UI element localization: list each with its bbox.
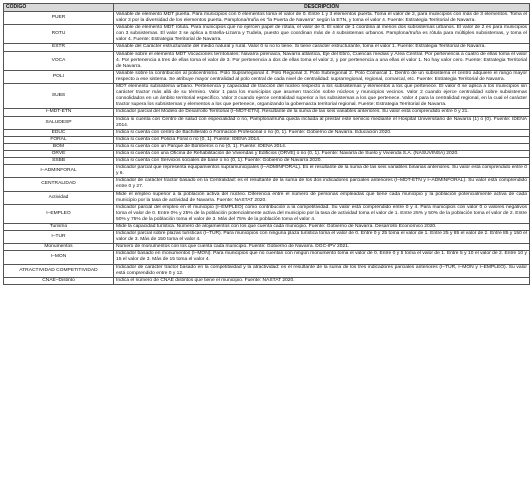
- row-description: Indicador de carácter tractor basado en la Centralidad: es el resultante de la suma de los dos indicadores parciales anteriores (I–MDT-ETN y I–ADMINFORAL). Su valor está comprendido entre 0 y 27.: [114, 178, 530, 191]
- table-row: [4, 165, 530, 178]
- table-row: [4, 251, 530, 264]
- row-code: SSBB: [4, 158, 114, 165]
- table-row: [4, 44, 530, 51]
- table-row: [4, 277, 530, 284]
- row-code: Actividad: [4, 191, 114, 204]
- table-row: [4, 136, 530, 143]
- table-row: [4, 51, 530, 70]
- row-code: I–MON: [4, 251, 114, 264]
- table-row: [4, 224, 530, 231]
- row-code: SALUDESP: [4, 116, 114, 129]
- row-description: Indicador parcial que representa equipamientos supramunicipales (I–ADMINFORAL). Es el resultante de la suma de las seis variables binarias anteriores. Su valor está comprendido entre 0 y 6.: [114, 165, 530, 178]
- table-row: [4, 158, 530, 165]
- row-description: Indica si cuenta con Servicios sociales de base o no (0, 1). Fuente: Gobierno de Navarra 2020.: [114, 158, 530, 165]
- table-row: [4, 25, 530, 44]
- row-code: ROTU: [4, 25, 114, 44]
- row-code: Turismo: [4, 224, 114, 231]
- row-description: MDT elemento subsistema urbano. Pertenencia y capacidad de tracción del núcleo respecto a los subsistemas y elementos a los que pertenece. El valor 0 se aplica a los municipios sin carácter tractor más allá de su término. Valor 1 para los municipios que asumen tracción sobre núcleos y municipios vecinos. Valor 2 cuando ejerce centralidad sobre subsistemas consolidados en un ámbito territorial específico. Valor 3 cuando ejerce centralidad superior a los subsistemas a los que pertenece. Valor 4 para la centralidad regional, en la cual el carácter tractor supera los subsistemas y elementos a los que pertenece, organizando la gobernanza territorial regional. Fuente: Estrategia Territorial de Navarra.: [114, 84, 530, 109]
- row-description: Indicador parcial sobre plazas turísticas (I–TUR). Para municipios con ninguna plaza turística toma el valor de 0. Entre 0 y 25 toma el valor de 1. Entre 25 y 85 el valor de 2. Entre 85 y 150 el valor de 3. Más de 150 toma el valor 4.: [114, 231, 530, 244]
- table-header-row: [4, 4, 530, 12]
- row-code: FORAL: [4, 136, 114, 143]
- row-code: ATRACTIVIDAD COMPETITIVIDAD: [4, 264, 114, 277]
- row-code: I–EMPLEO: [4, 204, 114, 223]
- row-description: Mide la capacidad turística. Número de alojamientos con los que cuenta cada municipio. Fuente: Gobierno de Navarra. Desarrollo Económico 2020.: [114, 224, 530, 231]
- table-row: [4, 116, 530, 129]
- row-description: Indicador de carácter tractor basado en la competitividad y la atractividad: es el resultante de la suma de los tres indicadores parciales anteriores (I–TUR, I–MON y I–EMPLEO). Su valor está comprendido entre 0 y 12.: [114, 264, 530, 277]
- codes-table: [3, 3, 530, 285]
- row-code: Monumentos: [4, 244, 114, 251]
- table-row: [4, 264, 530, 277]
- row-code: CNAE–Distinto: [4, 277, 114, 284]
- table-row: [4, 244, 530, 251]
- table-row: [4, 150, 530, 157]
- row-code: EDUC: [4, 129, 114, 136]
- row-code: I–TUR: [4, 231, 114, 244]
- row-code: POLI: [4, 70, 114, 83]
- row-code: BOM: [4, 143, 114, 150]
- row-description: Variable del Carácter estructurante del medio natural y rural. Valor 0 si no lo tiene. Si tiene carácter estructurante, toma el valor 1. Fuente: Estrategia Territorial de Navarra.: [114, 44, 530, 51]
- row-description: Indica si cuenta con una Oficina de Rehabilitación de Viviendas y Edificios (ORVE) o no (0, 1). Fuente: Navarra de Suelo y Vivienda S.A. (NASUVINSA) 2020.: [114, 150, 530, 157]
- table-row: [4, 204, 530, 223]
- row-code: ESTR: [4, 44, 114, 51]
- row-description: Indica si cuenta con Centro de salud con especialidad o no, Pamplona/Iruña queda incluida al prestar este servicio mediante el Hospital Universitario de Navarra (1) ó (0). Fuente: IDENA 2014.: [114, 116, 530, 129]
- row-code: SUBS: [4, 84, 114, 109]
- header-code: CÓDIGO: [4, 4, 114, 12]
- table-row: [4, 231, 530, 244]
- row-description: Variable sobre la contribución al policentrismo. Polo Suprarregional 4. Polo Regional 3. Polo Subregional 2. Polo Comarcal 1. Dentro de un subsistema el centro adquiere el rango mayor respecto a ese sistema. Se atribuye mayor centralidad al polo central de cada nivel de centralidad: suprarregional, regional, comarcal, etc. Fuente: Estrategia Territorial de Navarra.: [114, 70, 530, 83]
- row-description: Indica el número de CNAE distintos que tiene el municipio. Fuente: NASTAT 2020.: [114, 277, 530, 284]
- row-code: PUER: [4, 12, 114, 25]
- table-body: [4, 12, 530, 285]
- row-code: CENTRALIDAD: [4, 178, 114, 191]
- table-row: [4, 178, 530, 191]
- table-row: [4, 12, 530, 25]
- row-description: Indicador parcial del Modelo de Desarrollo Territorial (I–MDT-ETN). Resultante de la suma de las seis variables anteriores. Su valor está comprendido entre 0 y 21.: [114, 109, 530, 116]
- row-description: Indica si cuenta con un Parque de Bomberos o no (0, 1). Fuente: IDENA 2014.: [114, 143, 530, 150]
- row-description: Variable de elemento MDT rótula. Para municipios que no ejercen papel de rótula, el valor de 0. El valor de 1 coordina al menos dos subsistemas urbanos. El valor de 2 es para municipios con 3 subsistemas. El valor 3 se aplica a Estella-Lizarra y Tudela, puesto que coordinan más de 4 subsistemas urbanos. Pamplona/Iruña es rótula para múltiples subsistemas, y toma el valor 4. Fuente: Estrategia Territorial de Navarra.: [114, 25, 530, 44]
- table-row: [4, 143, 530, 150]
- table-row: [4, 191, 530, 204]
- row-description: Mide el empleo superior a la población activa del núcleo. Diferencia entre el número de personas empleadas que tiene cada municipio y la población potencialmente activa de cada municipio por la tasa de actividad de Navarra. Fuente: NASTAT 2020.: [114, 191, 530, 204]
- codes-table-container: [3, 3, 529, 285]
- row-code: ORVE: [4, 150, 114, 157]
- header-description: DESCRIPCIÓN: [114, 4, 530, 12]
- row-description: Indicador parcial del empleo en el municipio (I–EMPLEO) como contribución a la competitividad. Su valor está comprendido entre 0 y 4. Para municipios con valor 0 o valores negativos toma el valor de 0. Entre 0% y 25% de la población potencialmente activa del municipio por la tasa de actividad toma el valor de 1. Entre 25% y 50% de la población toma el valor de 2. Entre 50% y 75% de la población toma el valor de 3. Más del 75% de la población toma el valor 4.: [114, 204, 530, 223]
- table-row: [4, 109, 530, 116]
- row-description: Variable de elemento MDT puerta. Para municipios con 0 elementos toma el valor de 0. Entre 1 y 3 elementos puerta. Toma el valor de 2, para municipios con más de 3 elementos. Toma el valor 3 por la diversidad de los elementos puerta. Pamplona/Iruña es "la Puerta de Navarra" según la ETN, y toma el valor 4. Fuente: Estrategia Territorial de Navarra.: [114, 12, 530, 25]
- row-code: VOCA: [4, 51, 114, 70]
- row-description: Indica si cuenta con centro de Bachillerato o Formación Profesional o no (0, 1). Fuente: Gobierno de Navarra. Educación 2020.: [114, 129, 530, 136]
- table-row: [4, 84, 530, 109]
- row-description: Número de monumentos con los que cuenta cada municipio. Fuente: Gobierno de Navarra. DGC-IPV 2021.: [114, 244, 530, 251]
- row-description: Variable sobre el elemento MDT Vocaciones territoriales: Navarra pirenaica, Navarra atlántica, Eje del Ebro, Cuencas medias y Área Central. Por pertenencia a cuatro de ellas toma el valor 4. Por pertenencia a tres de ellas toma el valor de 3. Por pertenencia a dos de ellas toma el valor 2, y por pertenencia a una ellas el valor 1. No hay valor cero. Fuente: Estrategia Territorial de Navarra.: [114, 51, 530, 70]
- table-row: [4, 129, 530, 136]
- row-code: I–ADMINFORAL: [4, 165, 114, 178]
- row-code: I–MDT-ETN: [4, 109, 114, 116]
- row-description: Indica si cuenta con Policía Foral o no (0, 1). Fuente: IDENA 2014.: [114, 136, 530, 143]
- row-description: Indicador basado en monumentos (I–MON). Para municipios que no cuentan con ningún monumento toma el valor de 0. Entre 0 y 5 toma el valor de 1. Entre 5 y 10 el valor de 2. Entre 10 y 15 el valor de 3. Más de 15 toma el valor 4.: [114, 251, 530, 264]
- table-row: [4, 70, 530, 83]
